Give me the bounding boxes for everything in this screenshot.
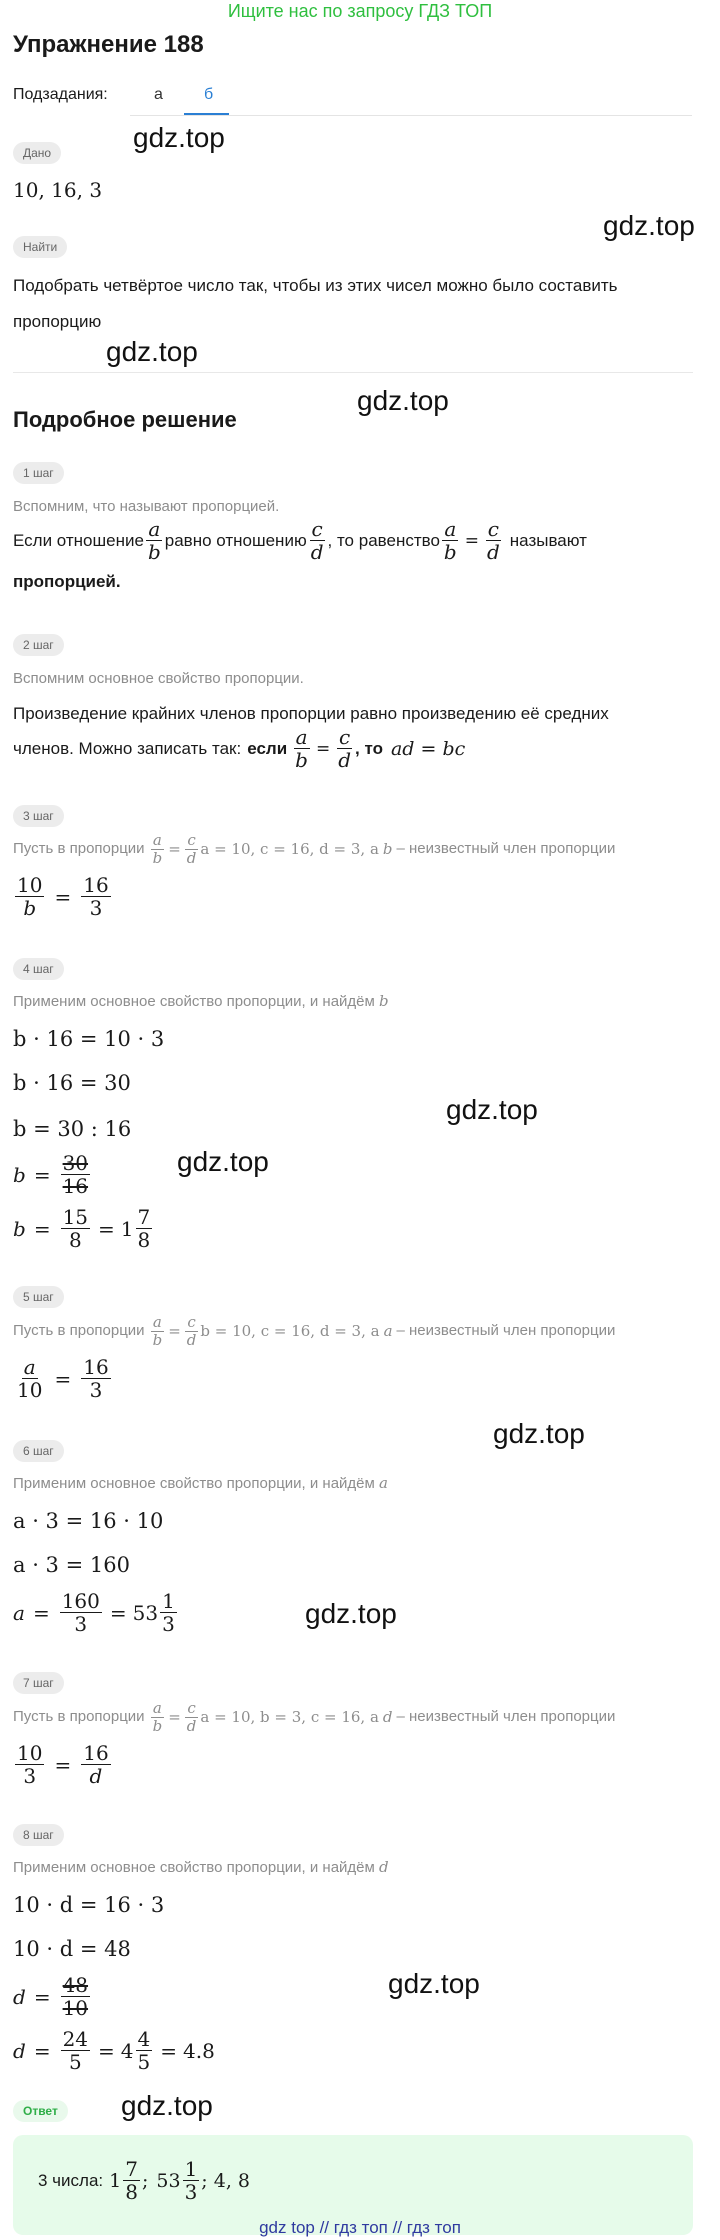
fraction-16-d: $\frac{16}{d}$ <box>83 1741 109 1788</box>
step-2-text-line2: членов. Можно записать так: если $\frac{a}{b}$ = $\frac{c}{d}$ , то ad = bc <box>13 725 466 772</box>
fraction-15-8: $\frac{15}{8}$ <box>62 1205 89 1252</box>
step-7-note-b: a = 10, b = 3, c = 16, а <box>200 1708 379 1726</box>
step-3-note-a: Пусть в пропорции <box>13 840 145 857</box>
tab-subtask-a[interactable]: а <box>154 86 163 103</box>
step-6-line-3: a = $\frac{160}{3}$ = 53 $\frac{1}{3}$ <box>13 1589 175 1636</box>
fraction-c-d: $\frac{c}{d}$ <box>186 1313 197 1349</box>
find-chip: Найти <box>13 236 67 258</box>
subtasks-label: Подзадания: <box>13 86 108 103</box>
step-8-note-text: Применим основное свойство пропорции, и найдём <box>13 1859 375 1876</box>
answer-prefix: 3 числа: <box>38 2170 104 2190</box>
fraction-7-8: $\frac{7}{8}$ <box>137 1205 151 1252</box>
tab-subtask-b[interactable]: б <box>204 86 214 103</box>
answer-text: 3 числа: 1 $\frac{7}{8}$ ; 53 $\frac{1}{3}$ ; 4, 8 <box>38 2157 250 2204</box>
step-2-text-line1: Произведение крайних членов пропорции равно произведению её средних <box>13 704 609 723</box>
watermark: gdz.top <box>603 210 695 241</box>
fraction-c-d: $\frac{c}{d}$ <box>186 1699 197 1735</box>
solution-title: Подробное решение <box>13 407 237 432</box>
step-7-note: Пусть в пропорции $\frac{a}{b}$ = $\frac{c}{d}$ a = 10, b = 3, c = 16, а d – неизвестный член пропорции <box>13 1699 616 1735</box>
watermark: gdz.top <box>446 1094 538 1125</box>
step-3-note-c: – неизвестный член пропорции <box>396 840 616 857</box>
promo-banner[interactable]: Ищите нас по запросу ГДЗ ТОП <box>227 1 493 21</box>
fraction-16-3: $\frac{16}{3}$ <box>83 873 109 920</box>
divider <box>13 372 693 373</box>
watermark: gdz.top <box>388 1968 480 1999</box>
step-1-text-a: Если отношение <box>13 530 144 550</box>
watermark: gdz.top <box>106 336 198 367</box>
step-4-line-4: b = $\frac{30}{16}$ <box>13 1151 89 1198</box>
step-1-term: пропорцией. <box>13 572 121 591</box>
step-4-line-1: b · 16 = 10 · 3 <box>13 1027 165 1051</box>
step-8-line-4: d = $\frac{24}{5}$ = 4 $\frac{4}{5}$ = 4.8 <box>13 2027 215 2074</box>
step-4-var: b <box>379 992 389 1010</box>
step-3-unknown: b <box>382 840 393 858</box>
fraction-a-b: $\frac{a}{b}$ <box>152 1699 163 1735</box>
step-4-line-3: b = 30 : 16 <box>13 1117 132 1141</box>
step-6-note <box>13 1472 388 1495</box>
step-3-note-b: a = 10, c = 16, d = 3, а <box>200 840 379 858</box>
watermark: gdz.top <box>357 385 449 416</box>
fraction-30-16-reduced: $\frac{30}{16}$ <box>62 1151 89 1198</box>
step-3-chip: 3 шаг <box>13 805 64 827</box>
step-1-text-d: называют <box>509 530 587 550</box>
step-2-formula: ad = bc <box>390 737 466 760</box>
step-4-note <box>13 990 389 1013</box>
step-1-definition: Если отношение $\frac{a}{b}$ равно отношению $\frac{c}{d}$ , то равенство $\frac{a}{b}$ = $\frac{c}{d}$ называют <box>13 517 587 564</box>
watermark: gdz.top <box>133 122 225 153</box>
fraction-1-3: $\frac{1}{3}$ <box>184 2157 198 2204</box>
fraction-16-3: $\frac{16}{3}$ <box>83 1355 109 1402</box>
step-5-note-c: – неизвестный член пропорции <box>396 1322 616 1339</box>
watermark: gdz.top <box>177 1146 269 1177</box>
fraction-c-d: $\frac{c}{d}$ <box>486 517 500 564</box>
step-7-note-a: Пусть в пропорции <box>13 1708 145 1725</box>
step-7-chip: 7 шаг <box>13 1672 64 1694</box>
fraction-a-b: $\frac{a}{b}$ <box>152 831 163 867</box>
step-6-line-1: a · 3 = 16 · 10 <box>13 1509 164 1533</box>
step-3-equation: $\frac{10}{b}$ = $\frac{16}{3}$ <box>17 873 109 920</box>
step-1-chip: 1 шаг <box>13 462 64 484</box>
step-7-unknown: d <box>382 1708 393 1726</box>
step-3-note: Пусть в пропорции $\frac{a}{b}$ = $\frac{c}{d}$ a = 10, c = 16, d = 3, а b – неизвестный член пропорции <box>13 831 616 867</box>
step-7-equation: $\frac{10}{3}$ = $\frac{16}{d}$ <box>17 1741 109 1788</box>
given-values: 10, 16, 3 <box>13 178 103 202</box>
fraction-24-5: $\frac{24}{5}$ <box>62 2027 89 2074</box>
fraction-c-d: $\frac{c}{d}$ <box>310 517 324 564</box>
step-5-equation: $\frac{a}{10}$ = $\frac{16}{3}$ <box>17 1355 109 1402</box>
fraction-a-b: $\frac{a}{b}$ <box>443 517 457 564</box>
fraction-10-b: $\frac{10}{b}$ <box>17 873 43 920</box>
step-1-text-c: , то равенство <box>327 530 440 550</box>
fraction-10-3: $\frac{10}{3}$ <box>17 1741 43 1788</box>
answer-chip: Ответ <box>13 2100 68 2122</box>
footer-links[interactable]: gdz top // гдз топ // гдз топ <box>259 2218 461 2237</box>
step-8-line-1: 10 · d = 16 · 3 <box>13 1893 165 1917</box>
fraction-a-b: $\frac{a}{b}$ <box>295 725 308 772</box>
step-2-chip: 2 шаг <box>13 634 64 656</box>
fraction-1-3: $\frac{1}{3}$ <box>162 1589 175 1636</box>
step-4-note-text: Применим основное свойство пропорции, и найдём <box>13 993 375 1010</box>
step-8-line-2: 10 · d = 48 <box>13 1937 131 1961</box>
step-8-chip: 8 шаг <box>13 1824 64 1846</box>
active-tab-indicator <box>184 113 229 115</box>
step-2-then: , то <box>355 738 383 758</box>
step-5-unknown: a <box>383 1322 393 1340</box>
page-title: Упражнение 188 <box>13 31 204 58</box>
step-1-text-b: равно отношению <box>164 530 307 550</box>
step-8-var: d <box>379 1858 389 1876</box>
step-5-chip: 5 шаг <box>13 1286 64 1308</box>
step-6-note-text: Применим основное свойство пропорции, и найдём <box>13 1475 375 1492</box>
fraction-c-d: $\frac{c}{d}$ <box>186 831 197 867</box>
step-8-line-3: d = $\frac{48}{10}$ <box>13 1973 89 2020</box>
step-6-line-2: a · 3 = 160 <box>13 1553 130 1577</box>
step-7-note-c: – неизвестный член пропорции <box>396 1708 616 1725</box>
fraction-4-5: $\frac{4}{5}$ <box>137 2027 151 2074</box>
step-6-chip: 6 шаг <box>13 1440 64 1462</box>
step-2-note: Вспомним основное свойство пропорции. <box>13 670 304 687</box>
watermark: gdz.top <box>305 1598 397 1629</box>
step-6-var: a <box>379 1474 388 1492</box>
given-chip: Дано <box>13 142 61 164</box>
step-5-note-b: b = 10, c = 16, d = 3, а <box>200 1322 380 1340</box>
tabs-divider <box>130 115 692 116</box>
step-1-note: Вспомним, что называют пропорцией. <box>13 498 280 515</box>
step-8-note <box>13 1856 389 1879</box>
step-2-if: если <box>247 738 288 758</box>
fraction-48-10-reduced: $\frac{48}{10}$ <box>62 1973 89 2020</box>
fraction-a-b: $\frac{a}{b}$ <box>152 1313 163 1349</box>
fraction-7-8: $\frac{7}{8}$ <box>125 2157 138 2204</box>
step-4-line-5: b = $\frac{15}{8}$ = 1 $\frac{7}{8}$ <box>13 1205 151 1252</box>
step-2-text-b: членов. Можно записать так: <box>13 738 242 758</box>
fraction-160-3: $\frac{160}{3}$ <box>61 1589 100 1636</box>
find-text-line1: Подобрать четвёртое число так, чтобы из этих чисел можно было составить <box>13 276 618 295</box>
step-4-chip: 4 шаг <box>13 958 64 980</box>
watermark: gdz.top <box>121 2090 213 2121</box>
fraction-c-d: $\frac{c}{d}$ <box>338 725 352 772</box>
fraction-a-b: $\frac{a}{b}$ <box>147 517 161 564</box>
find-text-line2: пропорцию <box>13 312 102 331</box>
step-4-line-2: b · 16 = 30 <box>13 1071 131 1095</box>
step-5-note: Пусть в пропорции $\frac{a}{b}$ = $\frac{c}{d}$ b = 10, c = 16, d = 3, а a – неизвестный член пропорции <box>13 1313 616 1349</box>
watermark: gdz.top <box>493 1418 585 1449</box>
step-5-note-a: Пусть в пропорции <box>13 1322 145 1339</box>
fraction-a-10: $\frac{a}{10}$ <box>17 1355 43 1402</box>
